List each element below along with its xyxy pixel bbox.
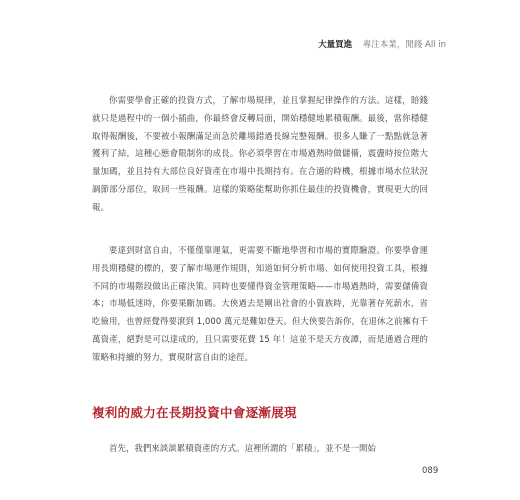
running-header bbox=[318, 38, 446, 50]
paragraph-accumulation bbox=[92, 440, 428, 458]
book-title: 大量買進 bbox=[318, 40, 353, 50]
paragraph-text: 首先，我們來談談累積資產的方式。這裡所謂的「累積」，並不是一開始 bbox=[109, 443, 377, 453]
section-heading: 複利的威力在長期投資中會逐漸展現 bbox=[92, 405, 297, 420]
paragraph-investment-method bbox=[92, 92, 428, 217]
paragraph-text: 要達到財富自由，不僅僅靠運氣，更需要不斷地學習和市場的實際驗證。你要學會運用長期穩健的標的，要了解市場運作規則，知道如何分析市場、如何使用投資工具，根據不同的市場階段做出正確決策。同時也要懂得資金管理策略——市場過熱時，需要儲備資本；市場低迷時，你要果斷加碼。大俠過去是剛出社會的小資族時，光靠著存死薪水，省吃儉用，也曾經覺得要滾到 1,000 萬元是難如登天。但大俠要告訴你，在退休之前擁有千萬資產，絕對是可以達成的，且只需要花費 15 年！這並不是天方夜譚，而是通過合理的策略和持續的努力，實現財富自由的途徑。 bbox=[92, 245, 428, 362]
paragraph-text: 你需要學會正確的投資方式，了解市場規律，並且掌握紀律操作的方法。這樣，賠錢就只是過程中的一個小插曲，你最終會反轉局面，開始穩健地累積報酬。最後，當你穩健取得報酬後，不要被小報酬滿足而急於離場錯過長線完整報酬。很多人賺了一點點就急著獲利了結，這種心態會限制你的成長。你必須學習在市場過熱時做儲備，震盪時按位階大量加碼，並且持有大部位良好資產在市場中長期持有。在合適的時機，根據市場水位狀況調節部分部位，取回一些報酬。這樣的策略能幫助你抓住最佳的投資機會，實現更大的回報。 bbox=[92, 95, 428, 212]
paragraph-financial-freedom bbox=[92, 242, 428, 367]
page-number: 089 bbox=[422, 466, 439, 476]
book-tagline: 專注本業，閒錢 All in bbox=[362, 40, 446, 50]
